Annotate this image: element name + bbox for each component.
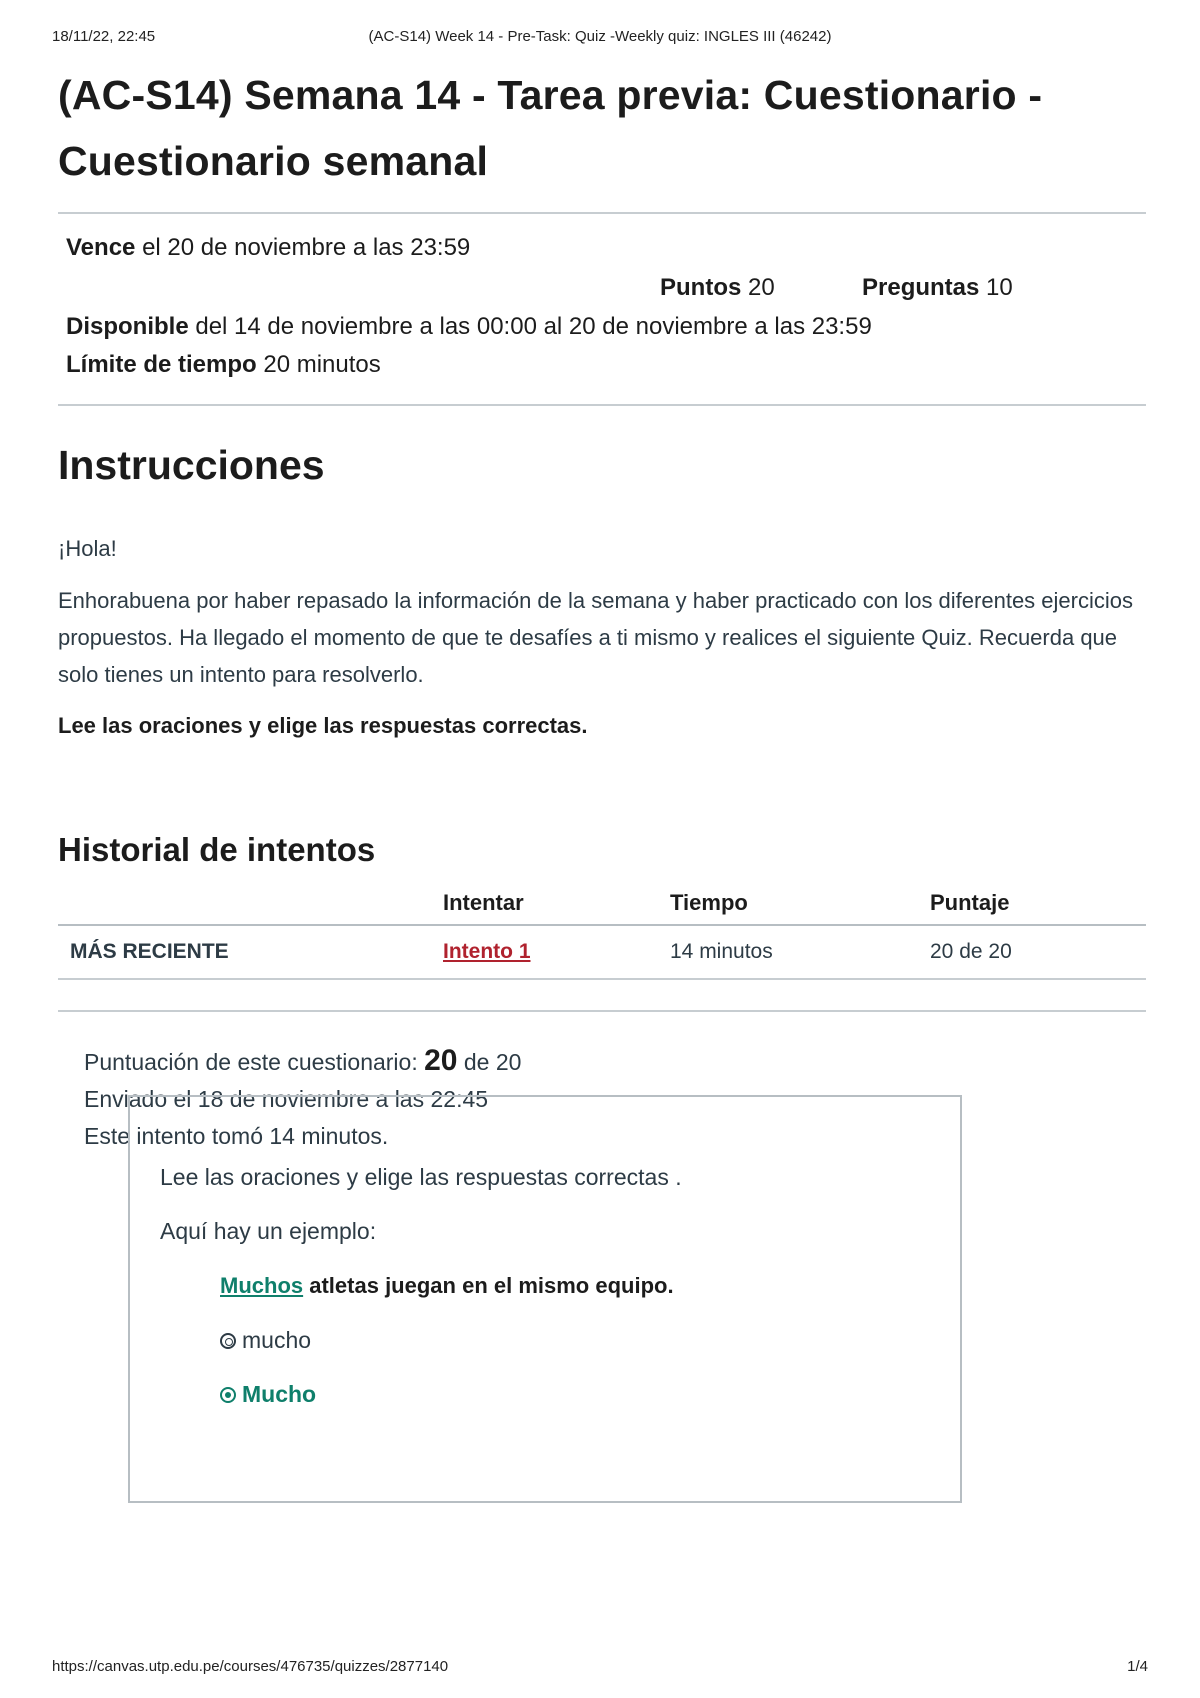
answer-option[interactable] bbox=[220, 1322, 930, 1358]
points bbox=[660, 274, 775, 302]
page-title-line2: Cuestionario semanal bbox=[58, 138, 489, 184]
attempt-history-heading: Historial de intentos bbox=[58, 831, 376, 868]
score-suffix: de 20 bbox=[463, 1049, 522, 1075]
availability bbox=[66, 313, 872, 341]
radio-unselected-icon[interactable] bbox=[220, 1333, 236, 1349]
due-label: Vence bbox=[66, 234, 136, 261]
divider bbox=[58, 404, 1146, 406]
question-intro: Lee las oraciones y elige las respuestas correctas . bbox=[160, 1164, 682, 1190]
time-limit-value: 20 minutos bbox=[263, 351, 381, 378]
due-date bbox=[66, 234, 470, 262]
quiz-content bbox=[58, 62, 1146, 1155]
radio-selected-icon[interactable] bbox=[220, 1387, 236, 1403]
page-number: 1/4 bbox=[1127, 1658, 1148, 1675]
questions-label: Preguntas bbox=[862, 274, 980, 301]
attempt-score: 20 de 20 bbox=[930, 925, 1146, 979]
available-label: Disponible bbox=[66, 313, 189, 340]
submitted-at: Enviado el 18 de noviembre a las 22:45 bbox=[84, 1086, 489, 1112]
column-header-attempt: Intentar bbox=[443, 884, 670, 925]
table-header-row bbox=[58, 884, 1146, 925]
questions-count bbox=[862, 274, 1013, 302]
time-limit-label: Límite de tiempo bbox=[66, 351, 257, 378]
example-intro: Aquí hay un ejemplo: bbox=[160, 1218, 377, 1244]
answer-option-selected[interactable] bbox=[220, 1376, 930, 1412]
example-sentence bbox=[220, 1268, 930, 1304]
answer-option-label: Mucho bbox=[242, 1381, 317, 1407]
instructions-greeting: ¡Hola! bbox=[58, 536, 117, 561]
instructions-directive: Lee las oraciones y elige las respuestas correctas. bbox=[58, 713, 588, 738]
instructions-body: Enhorabuena por haber repasado la información de la semana y haber practicado con los diferentes ejercicios propuestos. Ha llegado el momento de que te desafíes a ti mismo y realices el siguiente Quiz. Recuerda que solo tienes un intento para resolverlo. bbox=[58, 588, 1133, 687]
example-rest: atletas juegan en el mismo equipo. bbox=[309, 1273, 674, 1298]
print-header bbox=[52, 28, 1148, 48]
points-value: 20 bbox=[748, 274, 775, 301]
score-line bbox=[84, 1042, 1146, 1081]
due-value: el 20 de noviembre a las 23:59 bbox=[142, 234, 471, 261]
answer-option-label: mucho bbox=[242, 1327, 312, 1353]
attempt-history-table bbox=[58, 884, 1146, 980]
column-header bbox=[58, 884, 443, 925]
example-block bbox=[220, 1268, 930, 1412]
time-limit bbox=[66, 351, 381, 379]
attempt-link[interactable]: Intento 1 bbox=[443, 940, 531, 963]
print-title: (AC-S14) Week 14 - Pre-Task: Quiz -Weekly quiz: INGLES III (46242) bbox=[368, 28, 832, 45]
questions-value: 10 bbox=[986, 274, 1013, 301]
score-value: 20 bbox=[424, 1044, 458, 1077]
score-prefix: Puntuación de este cuestionario: bbox=[84, 1049, 418, 1075]
table-row bbox=[58, 925, 1146, 979]
instructions-heading: Instrucciones bbox=[58, 442, 325, 488]
points-label: Puntos bbox=[660, 274, 742, 301]
print-url: https://canvas.utp.edu.pe/courses/476735/quizzes/2877140 bbox=[52, 1658, 449, 1675]
page-title-line1: (AC-S14) Semana 14 - Tarea previa: Cuestionario - bbox=[58, 72, 1043, 118]
available-value: del 14 de noviembre a las 00:00 al 20 de noviembre a las 23:59 bbox=[195, 313, 872, 340]
attempt-time: 14 minutos bbox=[670, 925, 930, 979]
column-header-score: Puntaje bbox=[930, 884, 1146, 925]
question-box bbox=[128, 1095, 962, 1503]
attempt-duration: Este intento tomó 14 minutos. bbox=[84, 1123, 389, 1149]
divider bbox=[58, 1010, 1146, 1012]
print-footer bbox=[52, 1658, 1148, 1678]
quiz-details bbox=[58, 214, 1146, 404]
page-title bbox=[58, 62, 1146, 194]
recent-label: MÁS RECIENTE bbox=[58, 925, 443, 979]
column-header-time: Tiempo bbox=[670, 884, 930, 925]
print-date: 18/11/22, 22:45 bbox=[52, 28, 156, 45]
example-word: Muchos bbox=[220, 1273, 304, 1298]
